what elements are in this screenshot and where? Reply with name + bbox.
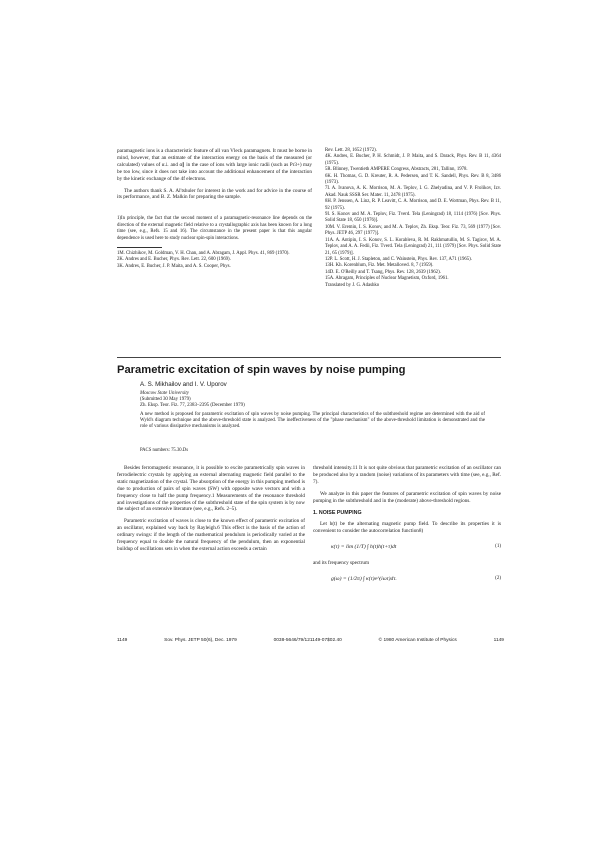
equation-expression: g(ω) = (1/2π) ∫ κ(τ)e^(iωτ)dτ.	[331, 575, 397, 582]
page-number-left: 1149	[117, 638, 128, 643]
previous-article-left-column	[117, 148, 312, 270]
reference-item: 1M. Chizhikov, M. Goldman, V. H. Chan, and A. Abragam, J. Appl. Phys. 41, 869 (1970).	[117, 250, 290, 256]
reference-item: 12P. L. Scott, H. J. Stapleton, and C. Wainstein, Phys. Rev. 137, A71 (1965).	[325, 256, 472, 262]
body-paragraph: Besides ferromagnetic resonance, it is possible to excite parametrically spin waves in ferrodielectric crystals by applying an external alternating magnetic field parallel to the static magnetization of the crystal. The absorption of the energy in this pumping method is due to production of pairs of spin waves (SW) with opposite wave vectors and with a frequency close to half the pump frequency.1 Measurements of the resonance threshold and investigations of the properties of the subthreshold state of the spin system is by now the subject of an extensive literature (see, e.g., Refs. 2–5).	[117, 465, 305, 513]
reference-item: Rev. Lett. 28, 1652 (1972).	[325, 148, 377, 153]
footnote-rule	[117, 247, 162, 248]
reference-item: 14D. E. O'Reilly and T. Tsang, Phys. Rev. 128, 2639 (1962).	[325, 269, 441, 275]
reference-item: 8H. P. Jenssen, A. Linz, R. P. Leavitt, C. A. Morrison, and D. E. Wortman, Phys. Rev. B 11, 92 (1975).	[325, 199, 501, 211]
reference-item: 2K. Andres and E. Bucher, Phys. Rev. Lett. 22, 600 (1969).	[117, 257, 231, 263]
body-paragraph: We analyze in this paper the features of parametric excitation of spin waves by noise pumping in the subthreshold and in the (moderate) above-threshold regions.	[313, 490, 501, 504]
equation-2	[313, 572, 501, 586]
equation-number: (2)	[495, 575, 501, 581]
reference-item: 5R. Blinney, Twentieth AMPERE Congress, Abstracts, 281, Tallinn, 1978.	[325, 167, 468, 173]
translator-credit: Translated by J. G. Adashko	[325, 282, 380, 288]
issn: 0038-5646/79/121149-07$02.40	[273, 638, 342, 643]
article-title: Parametric excitation of spin waves by noise pumping	[117, 364, 406, 376]
journal-reference: Zh. Eksp. Teor. Fiz. 77, 2383–2395 (December 1979)	[140, 403, 245, 409]
equation-number: (1)	[495, 543, 501, 549]
article-left-column	[117, 465, 305, 558]
copyright: © 1980 American Institute of Physics	[378, 638, 457, 643]
page-number-right: 1149	[493, 638, 504, 643]
body-paragraph: Parametric excitation of waves is close to the known effect of parametric excitation of an oscillator, explained way back by Rayleigh.6 This effect is the basis of the action of ordinary swings: if the length of the mathematical pendulum is periodically varied at the frequency equal to double the natural frequency of the pendulum, then an exponential buildup of oscillations sets in when the external action exceeds a certain	[117, 518, 305, 552]
reference-item: 13H. Kh. Korenblum, Fiz. Met. Metalloved. 8, 7 (1959).	[325, 263, 434, 269]
reference-item: 4K. Andres, E. Bucher, P. H. Schmidt, J. P. Maita, and S. Darack, Phys. Rev. B 11, 4364 (1975).	[325, 154, 501, 166]
body-paragraph: Let h(t) be the alternating magnetic pump field. To describe its properties it is convenient to consider the autocorrelation function8)	[313, 521, 501, 535]
equation-1	[313, 540, 501, 554]
article-separator	[117, 357, 501, 358]
reference-item: 6K. H. Thomas, G. D. Kreuter, R. A. Pedersen, and T. K. Sandell, Phys. Rev. B 8, 3486 (1973).	[325, 173, 501, 186]
reference-item: 11A. A. Antipin, I. S. Konov, S. L. Korableva, R. M. Rakhmatullin, M. S. Tagirov, M. A. Teplov, and A. A. Fedii, Fiz. Tverd. Tela (Leningrad) 21, 111 (1979) [Sov. Phys. Solid State 21, 65 (1979)].	[325, 237, 501, 256]
equation-expression: κ(τ) = lim (1/T) ∫ h(t)h(t+τ)dt	[331, 543, 397, 550]
reference-list	[117, 251, 312, 270]
body-paragraph: paramagnetic ions is a characteristic feature of all van Vleck paramagnets. It must be borne in mind, however, that an estimate of the interaction energy on the basis of the measured (or calculated) values of α⊥ and α∥ in the case of ions with large ionic radii (such as Pr3+) may be too low, since it does not take into account the additional enhancement of the interaction by the kinetic exchange of the 4f electrons.	[117, 148, 312, 182]
article-affiliation-block	[140, 391, 245, 410]
section-heading: 1. NOISE PUMPING	[313, 509, 362, 516]
pacs-numbers: PACS numbers: 75.30.Ds	[140, 448, 189, 453]
footnote: 1)In principle, the fact that the second moment of a paramagnetic-resonance line depends on the direction of the external magnetic field relative to a crystallographic axis has been known for a long time (see, e.g., Refs. 15 and 16). The circumstance in the present paper is that this angular dependence is used here to study nuclear spin-spin interactions.	[117, 216, 312, 241]
reference-item: 3K. Andres, E. Bucher, J. P. Maita, and A. S. Cooper, Phys.	[117, 263, 231, 269]
body-paragraph: threshold intensity.11 It is not quite obvious that parametric excitation of an oscillator can be produced also by a random (noise) variations of its parameters with time (see, e.g., Ref. 7).	[313, 465, 501, 485]
previous-article-right-column	[325, 148, 501, 289]
article-right-column	[313, 465, 501, 592]
submission-date: (Submitted 30 May 1979)	[140, 397, 191, 403]
acknowledgement: The authors thank S. A. Al'tshuler for interest in the work and for advice in the course of its performance, and B. Z. Malkin for preparing the sample.	[117, 187, 312, 201]
article-authors: A. S. Mikhailov and I. V. Uporov	[140, 381, 227, 388]
page-footer	[117, 638, 504, 643]
reference-item: 9I. S. Konov and M. A. Teplov, Fiz. Tverd. Tela (Leningrad) 18, 1114 (1976) [Sov. Phys. Solid State 18, 650 (1976)].	[325, 212, 501, 224]
reference-item: 15A. Abragam, Principles of Nuclear Magnetism, Oxford, 1961.	[325, 276, 449, 282]
reference-item: 7I. A. Ivanova, A. K. Morrison, M. A. Teplov, I. G. Zhelyadina, and V. P. Frolikov, Izv. Akad. Nauk SSSR Ser. Mater. 11, 2478 (1975).	[325, 186, 501, 198]
affiliation: Moscow State University	[140, 391, 189, 396]
reference-item: 10M. V. Eremin, I. S. Konov, and M. A. Teplov, Zh. Eksp. Teor. Fiz. 73, 569 (1977) [Sov. Phys. JETP 46, 297 (1977)].	[325, 224, 501, 237]
abstract: A new method is proposed for parametric excitation of spin waves by noise pumping. The principal characteristics of the subthreshold regime are determined with the aid of Wyld's diagram technique and the above-threshold state is analyzed. The ineffectiveness of the "phase mechanism" of the above-threshold limitation is demonstrated and the role of various dissipative mechanisms is analyzed.	[140, 412, 485, 430]
journal-citation: Sov. Phys. JETP 50(6), Dec. 1979	[164, 638, 237, 643]
body-paragraph: and its frequency spectrum	[313, 560, 370, 567]
